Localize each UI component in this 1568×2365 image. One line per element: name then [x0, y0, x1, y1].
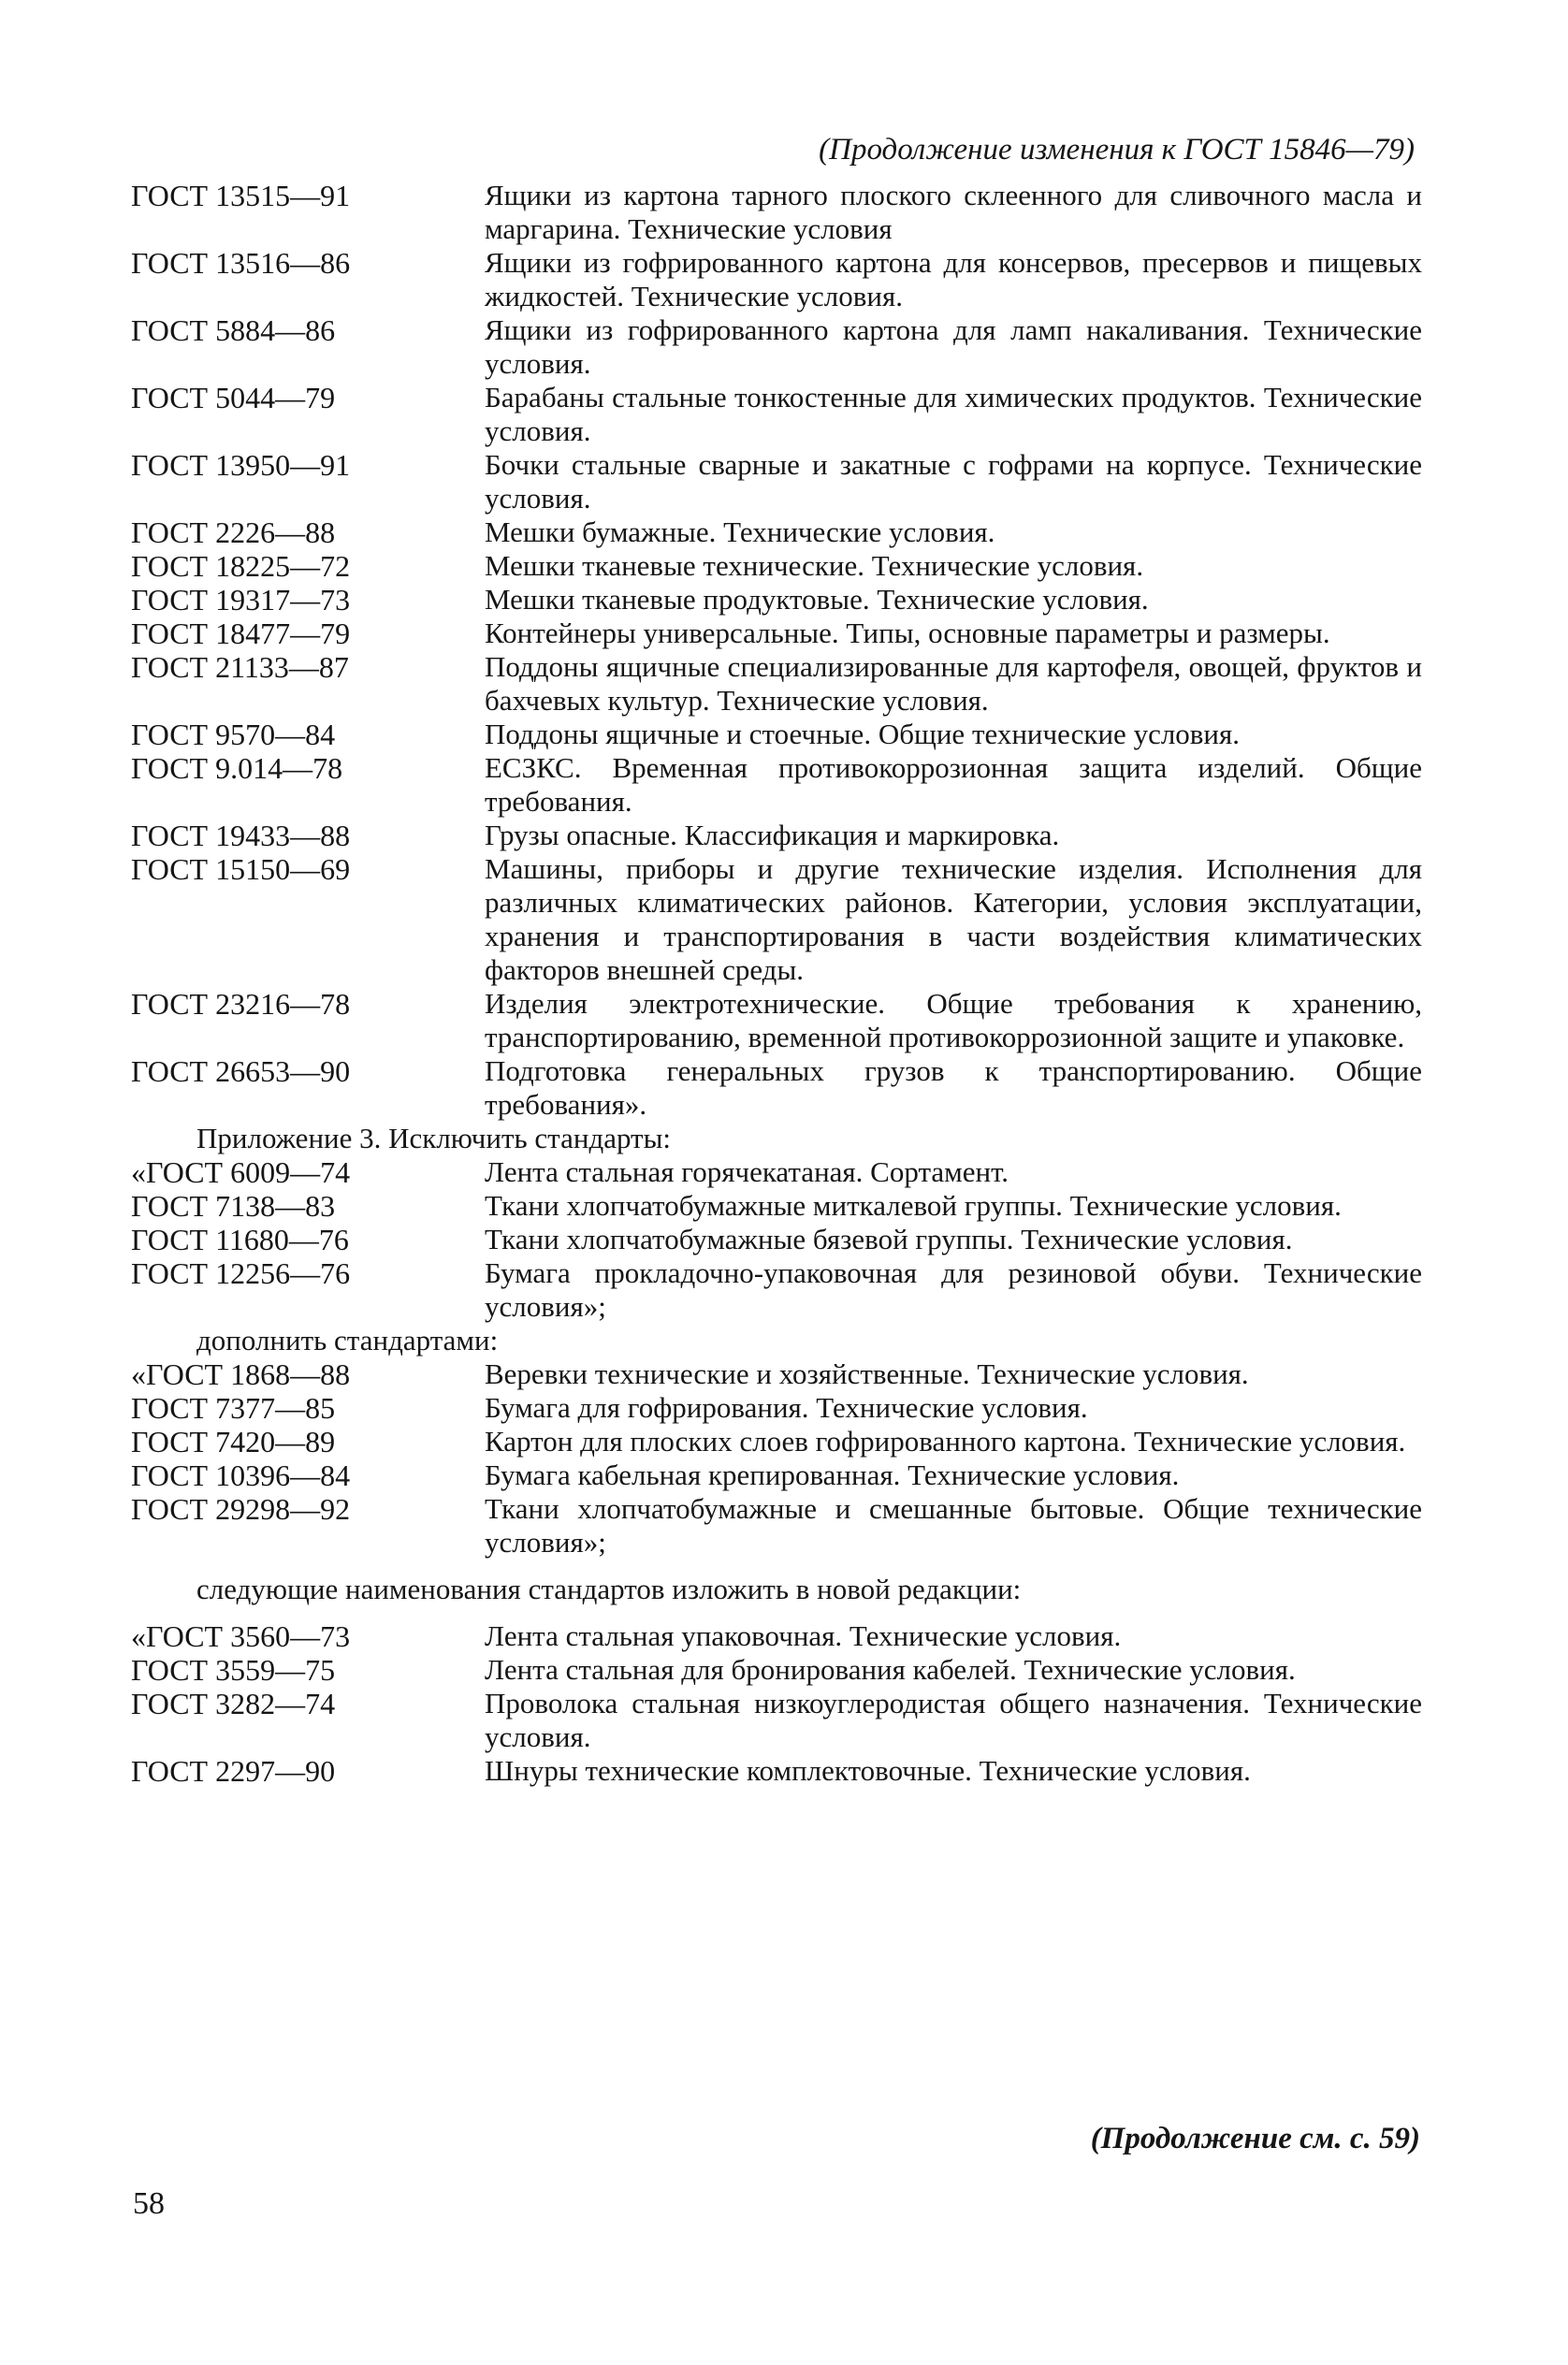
standard-title: Поддоны ящичные и стоечные. Общие технические условия.	[485, 718, 1241, 750]
standard-code: ГОСТ 23216—78	[131, 987, 351, 1021]
standard-title: Контейнеры универсальные. Типы, основные параметры и размеры.	[485, 617, 1330, 649]
group-added	[131, 1357, 1422, 1560]
standard-title: Ящики из гофрированного картона для ламп накаливания. Технические условия.	[485, 313, 1422, 380]
running-header: (Продолжение изменения к ГОСТ 15846—79)	[819, 133, 1415, 167]
standard-entry	[131, 1223, 1422, 1256]
standard-entry	[131, 313, 1422, 381]
standard-code: ГОСТ 29298—92	[131, 1492, 351, 1526]
page-number: 58	[133, 2186, 165, 2221]
standard-entry	[131, 1653, 1422, 1687]
standard-code: ГОСТ 11680—76	[131, 1223, 349, 1256]
standard-entry	[131, 1687, 1422, 1754]
group-excluded	[131, 1155, 1422, 1324]
standard-entry	[131, 650, 1422, 718]
standard-entry	[131, 1155, 1422, 1189]
standard-code: ГОСТ 18477—79	[131, 617, 351, 650]
standard-entry	[131, 179, 1422, 246]
standard-title: ЕСЗКС. Временная противокоррозионная защита изделий. Общие требования.	[485, 751, 1422, 818]
standard-title: Бочки стальные сварные и закатные с гофрами на корпусе. Технические условия.	[485, 448, 1422, 515]
standard-title: Картон для плоских слоев гофрированного картона. Технические условия.	[485, 1425, 1406, 1458]
standard-title: Подготовка генеральных грузов к транспортированию. Общие требования».	[485, 1054, 1422, 1121]
standard-entry	[131, 549, 1422, 583]
standard-title: Ткани хлопчатобумажные и смешанные бытовые. Общие технические условия»;	[485, 1492, 1422, 1559]
standard-title: Бумага для гофрирования. Технические условия.	[485, 1391, 1088, 1424]
standard-code: «ГОСТ 6009—74	[131, 1155, 351, 1189]
standard-title: Бумага прокладочно-упаковочная для резиновой обуви. Технические условия»;	[485, 1256, 1422, 1323]
standard-title: Лента стальная горячекатаная. Сортамент.	[485, 1155, 1009, 1188]
standard-title: Проволока стальная низкоуглеродистая общего назначения. Технические условия.	[485, 1687, 1422, 1753]
standard-entry	[131, 515, 1422, 549]
standard-title: Грузы опасные. Классификация и маркировка.	[485, 819, 1060, 851]
standard-code: ГОСТ 7138—83	[131, 1189, 336, 1223]
standard-entry	[131, 246, 1422, 313]
standard-entry	[131, 718, 1422, 751]
standard-title: Шнуры технические комплектовочные. Технические условия.	[485, 1754, 1251, 1787]
standard-title: Мешки бумажные. Технические условия.	[485, 515, 995, 548]
group-revised	[131, 1619, 1422, 1788]
standard-entry	[131, 583, 1422, 617]
standard-entry	[131, 819, 1422, 852]
standard-title: Лента стальная для бронирования кабелей. Технические условия.	[485, 1653, 1296, 1686]
standard-entry	[131, 1492, 1422, 1560]
standard-entry	[131, 751, 1422, 819]
standard-title: Ткани хлопчатобумажные бязевой группы. Технические условия.	[485, 1223, 1293, 1255]
standard-entry	[131, 1054, 1422, 1122]
standard-title: Ткани хлопчатобумажные миткалевой группы. Технические условия.	[485, 1189, 1342, 1222]
standard-code: «ГОСТ 3560—73	[131, 1619, 351, 1653]
standard-code: ГОСТ 2297—90	[131, 1754, 336, 1788]
standard-code: ГОСТ 7420—89	[131, 1425, 336, 1458]
standard-entry	[131, 617, 1422, 650]
section-heading-revise: следующие наименования стандартов изложить в новой редакции:	[196, 1573, 1022, 1605]
standard-title: Лента стальная упаковочная. Технические условия.	[485, 1619, 1122, 1652]
standard-entry	[131, 852, 1422, 987]
standard-entry	[131, 448, 1422, 515]
standard-entry	[131, 1189, 1422, 1223]
standard-title: Ящики из картона тарного плоского склеенного для сливочного масла и маргарина. Технические условия	[485, 179, 1422, 245]
standard-code: ГОСТ 3282—74	[131, 1687, 336, 1720]
standard-entry	[131, 1256, 1422, 1324]
standard-code: ГОСТ 26653—90	[131, 1054, 351, 1088]
standard-code: ГОСТ 5044—79	[131, 381, 336, 414]
standard-entry	[131, 987, 1422, 1054]
group-references	[131, 179, 1422, 1122]
standard-code: ГОСТ 19433—88	[131, 819, 351, 852]
standard-title: Поддоны ящичные специализированные для картофеля, овощей, фруктов и бахчевых культур. Технические условия.	[485, 650, 1422, 717]
standard-code: ГОСТ 3559—75	[131, 1653, 336, 1687]
standard-code: ГОСТ 7377—85	[131, 1391, 336, 1425]
standard-code: ГОСТ 9.014—78	[131, 751, 343, 785]
standard-title: Мешки тканевые технические. Технические условия.	[485, 549, 1144, 582]
standard-title: Веревки технические и хозяйственные. Технические условия.	[485, 1357, 1249, 1390]
continuation-note: (Продолжение см. с. 59)	[1090, 2122, 1420, 2155]
standard-code: ГОСТ 13515—91	[131, 179, 351, 212]
standard-entry	[131, 1754, 1422, 1788]
standard-entry	[131, 1357, 1422, 1391]
standard-code: ГОСТ 2226—88	[131, 515, 336, 549]
standard-title: Машины, приборы и другие технические изделия. Исполнения для различных климатических районов. Категории, условия эксплуатации, хранения и транспортирования в части воздействия климатических факторов внешней среды.	[485, 852, 1422, 986]
standard-code: ГОСТ 15150—69	[131, 852, 351, 886]
standard-code: ГОСТ 13516—86	[131, 246, 351, 280]
standard-entry	[131, 1619, 1422, 1653]
standard-code: ГОСТ 19317—73	[131, 583, 351, 617]
standard-title: Ящики из гофрированного картона для консервов, пресервов и пищевых жидкостей. Технические условия.	[485, 246, 1422, 312]
standard-title: Бумага кабельная крепированная. Технические условия.	[485, 1458, 1180, 1491]
standard-title: Барабаны стальные тонкостенные для химических продуктов. Технические условия.	[485, 381, 1422, 447]
standard-code: ГОСТ 21133—87	[131, 650, 349, 684]
standard-entry	[131, 1458, 1422, 1492]
standards-list	[131, 179, 1422, 1788]
standard-code: «ГОСТ 1868—88	[131, 1357, 351, 1391]
section-heading-exclude: Приложение 3. Исключить стандарты:	[196, 1122, 672, 1154]
standard-code: ГОСТ 5884—86	[131, 313, 336, 347]
standard-code: ГОСТ 13950—91	[131, 448, 351, 482]
standard-title: Мешки тканевые продуктовые. Технические условия.	[485, 583, 1149, 616]
standard-code: ГОСТ 10396—84	[131, 1458, 351, 1492]
standard-code: ГОСТ 12256—76	[131, 1256, 351, 1290]
standard-entry	[131, 1391, 1422, 1425]
standard-entry	[131, 381, 1422, 448]
section-heading-add: дополнить стандартами:	[196, 1324, 499, 1357]
standard-code: ГОСТ 9570—84	[131, 718, 336, 751]
standard-code: ГОСТ 18225—72	[131, 549, 351, 583]
standard-entry	[131, 1425, 1422, 1458]
standard-title: Изделия электротехнические. Общие требования к хранению, транспортированию, временной противокоррозионной защите и упаковке.	[485, 987, 1422, 1053]
